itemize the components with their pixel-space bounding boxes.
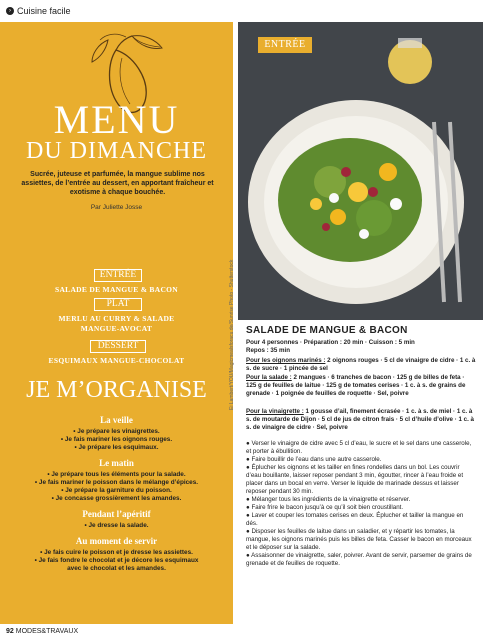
organise-item: • Je prépare les esquimaux. [74,444,159,451]
organise-head-aperitif: Pendant l’apéritif [82,509,151,519]
organise-item: • Je concasse grossièrement les amandes. [51,495,182,502]
magazine-name: MODES&TRAVAUX [15,628,79,635]
recipe-step: ● Disposer les feuilles de laitue dans un saladier, et y répartir les tomates, la mangue, les oignons marinés puis les billes de feta. Casser le bacon en morceaux et le déposer sur la salade. [246,528,472,551]
recipe-step: ● Laver et couper les tomates cerises en deux. Éplucher et tailler la mangue en dés. [246,512,464,527]
recipe-rest: Repos : 35 min [246,347,291,354]
recipe-meta [246,339,476,355]
ingredients-onions [246,357,476,373]
ingredients-text: 2 mangues · 6 tranches de bacon · 125 g de billes de feta · 125 g de feuilles de laitue · 125 g de tomates cerises · 1 c. à s. de grains de grenade · 1 poignée de feuilles de roquette · Sel, poivre [246,374,466,397]
ingredients-vinaigrette [246,408,476,432]
organise-head-servir: Au moment de servir [75,536,158,546]
menu-subtitle: DU DIMANCHE [26,138,207,164]
ingredients-label: Pour les oignons marinés : [246,357,326,364]
recipe-step: ● Éplucher les oignons et les tailler en fines rondelles dans un bol. Les couvrir d’eau bouillante, laisser reposer pendant 3 min, égoutter, rincer à l’eau froide et placer dans un bocal en verre. Verser le liquide de marinade dessus et laisser reposer pendant 30 min. [246,464,464,495]
recipe-step: ● Faire frire le bacon jusqu’à ce qu’il soit bien croustillant. [246,504,404,511]
recipe-step: ● Faire bouillir de l’eau dans une autre casserole. [246,456,382,463]
top-bar [0,0,483,22]
ingredients-label: Pour la vinaigrette : [246,408,304,415]
section-tag [6,6,71,16]
section-label: Cuisine facile [17,6,71,16]
photo-credit: Ei Lambert/YOU/Magicmealsforacu.de/Sunrise Photo - Shutterstock [229,259,235,410]
organise-item: • Je prépare les vinaigrettes. [73,428,160,435]
page-footer [6,628,78,635]
course-label-plat: PLAT [94,298,142,311]
course-label-entree: ENTRÉE [94,269,142,282]
byline: Par Juliette Josse [90,204,143,211]
intro-text: Sucrée, juteuse et parfumée, la mangue sublime nos assiettes, de l’entrée au dessert, en apportant fraîcheur et exotisme à chaque bouchée. [21,171,214,196]
salad-plate-image [238,22,483,320]
recipe-steps [246,440,476,568]
organise-head-matin: Le matin [99,458,134,468]
recipe-step: ● Verser le vinaigre de cidre avec 5 cl d’eau, le sucre et le sel dans une casserole, et porter à ébullition. [246,440,472,455]
menu-title: MENU [53,97,180,142]
organise-item: • Je fais mariner le poisson dans le mélange d’épices. [34,479,199,486]
ingredients-text: 1 gousse d’ail, finement écrasée · 1 c. à s. de miel · 1 c. à s. de moutarde de Dijon · 5 cl de jus de citron frais · 5 cl d’huile d’olive · 1 c. à s. de vinaigre de cidre · Sel, poivre [246,408,474,431]
organise-title: JE M’ORGANISE [26,377,207,403]
organise-item: • Je fais mariner les oignons rouges. [60,436,173,443]
course-dish-entree: SALADE DE MANGUE & BACON [54,285,179,294]
organise-item: • Je prépare tous les éléments pour la salade. [47,471,186,478]
ingredients-label: Pour la salade : [246,374,292,381]
ingredients-text: 2 oignons rouges · 5 cl de vinaigre de cidre · 1 c. à s. de sucre · 1 pincée de sel [246,357,476,372]
arrow-icon: › [6,7,14,15]
organise-item: • Je fais fondre le chocolat et je décore les esquimaux avec le chocolat et les amandes. [34,557,199,572]
page-number: 92 [6,628,14,635]
course-dish-dessert: ESQUIMAUX MANGUE-CHOCOLAT [48,356,185,365]
entree-tag: ENTRÉE [258,37,312,53]
recipe-step: ● Mélanger tous les ingrédients de la vinaigrette et réserver. [246,496,411,503]
menu-panel [0,22,233,624]
recipe-times: Pour 4 personnes · Préparation : 20 min · Cuisson : 5 min [246,339,415,346]
organise-item: • Je fais cuire le poisson et je dresse les assiettes. [40,549,193,556]
organise-head-veille: La veille [100,415,133,425]
recipe-title: SALADE DE MANGUE & BACON [246,325,408,336]
organise-item: • Je prépare la garniture du poisson. [61,487,172,494]
salad-photo [238,22,483,320]
recipe-step: ● Assaisonner de vinaigrette, saler, poivrer. Avant de servir, parsemer de grains de grenade et de feuilles de roquette. [246,552,472,567]
course-dish-plat: MERLU AU CURRY & SALADE MANGUE-AVOCAT [58,314,175,333]
ingredients-salad [246,374,476,398]
organise-item: • Je dresse la salade. [84,522,149,529]
course-label-dessert: DESSERT [90,340,146,353]
